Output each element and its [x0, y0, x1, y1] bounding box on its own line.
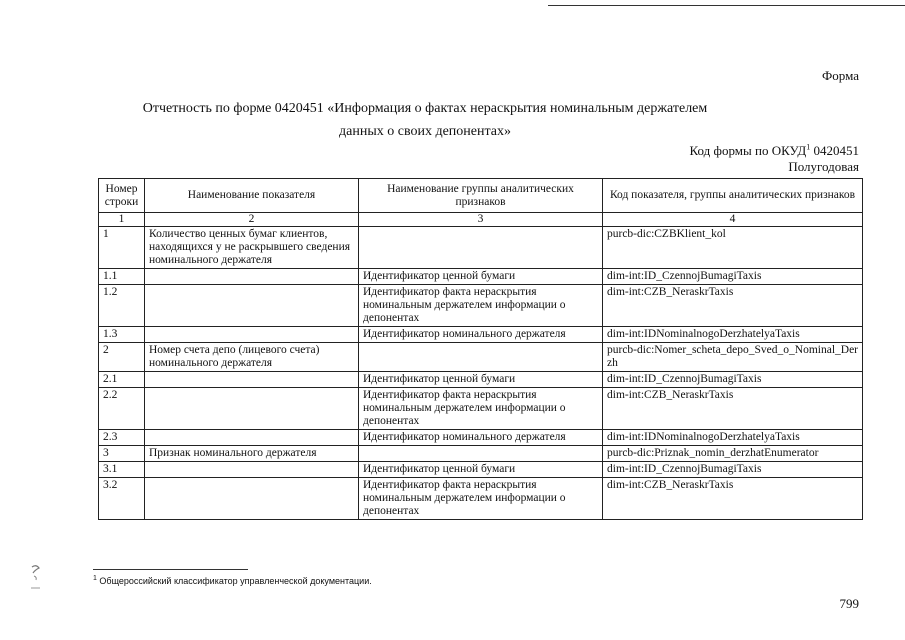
table-row [99, 327, 863, 343]
row-number: 3.2 [99, 478, 145, 520]
indicator-name [145, 269, 359, 285]
indicator-name [145, 478, 359, 520]
indicator-name: Признак номинального держателя [145, 446, 359, 462]
indicator-name [145, 327, 359, 343]
okud-code: 0420451 [813, 143, 859, 158]
table-row [99, 343, 863, 372]
column-number: 1 [99, 213, 145, 227]
row-number: 1.2 [99, 285, 145, 327]
row-number: 2 [99, 343, 145, 372]
indicator-code: dim-int:CZB_NeraskrTaxis [603, 285, 863, 327]
indicator-code: dim-int:ID_CzennojBumagiTaxis [603, 269, 863, 285]
row-number: 2.1 [99, 372, 145, 388]
row-number: 1 [99, 227, 145, 269]
table-row [99, 478, 863, 520]
indicator-name [145, 285, 359, 327]
group-name [359, 227, 603, 269]
group-name [359, 343, 603, 372]
footnote [93, 576, 372, 586]
group-name: Идентификатор ценной бумаги [359, 269, 603, 285]
table-row [99, 430, 863, 446]
column-number: 2 [145, 213, 359, 227]
table-row [99, 372, 863, 388]
header-group-name: Наименование группы аналитических признаков [359, 179, 603, 213]
table-row [99, 388, 863, 430]
okud-code-line [690, 143, 859, 159]
footnote-rule [93, 569, 248, 570]
column-number: 3 [359, 213, 603, 227]
header-row-number: Номер строки [99, 179, 145, 213]
group-name: Идентификатор факта нераскрытия номинальным держателем информации о депонентах [359, 388, 603, 430]
table-row [99, 269, 863, 285]
document-title-line-2: данных о своих депонентах» [339, 124, 511, 139]
indicator-code: dim-int:IDNominalnogoDerzhatelyaTaxis [603, 327, 863, 343]
group-name: Идентификатор номинального держателя [359, 327, 603, 343]
indicator-code: dim-int:IDNominalnogoDerzhatelyaTaxis [603, 430, 863, 446]
indicator-code: purcb-dic:CZBKlient_kol [603, 227, 863, 269]
table-header-row [99, 179, 863, 213]
indicator-name [145, 462, 359, 478]
indicator-code: dim-int:ID_CzennojBumagiTaxis [603, 462, 863, 478]
group-name: Идентификатор ценной бумаги [359, 462, 603, 478]
row-number: 1.3 [99, 327, 145, 343]
row-number: 3 [99, 446, 145, 462]
indicator-name: Количество ценных бумаг клиентов, находящихся у не раскрывшего сведения номинального держателя [145, 227, 359, 269]
indicator-name [145, 372, 359, 388]
group-name: Идентификатор факта нераскрытия номинальным держателем информации о депонентах [359, 285, 603, 327]
row-number: 3.1 [99, 462, 145, 478]
group-name: Идентификатор факта нераскрытия номинальным держателем информации о депонентах [359, 478, 603, 520]
header-code: Код показателя, группы аналитических признаков [603, 179, 863, 213]
okud-period: Полугодовая [788, 159, 859, 174]
indicator-name [145, 430, 359, 446]
table-row [99, 227, 863, 269]
margin-scan-mark [28, 563, 44, 593]
document-title-line-1: Отчетность по форме 0420451 «Информация о фактах нераскрытия номинальным держателем [142, 101, 708, 116]
row-number: 1.1 [99, 269, 145, 285]
indicator-code: dim-int:CZB_NeraskrTaxis [603, 478, 863, 520]
indicator-code: purcb-dic:Priznak_nomin_derzhatEnumerator [603, 446, 863, 462]
form-label: Форма [822, 68, 859, 83]
indicator-code: purcb-dic:Nomer_scheta_depo_Sved_o_Nominal_Derzh [603, 343, 863, 372]
indicator-code: dim-int:CZB_NeraskrTaxis [603, 388, 863, 430]
okud-block [690, 143, 859, 175]
column-number: 4 [603, 213, 863, 227]
table-row [99, 285, 863, 327]
indicator-name: Номер счета депо (лицевого счета) номинального держателя [145, 343, 359, 372]
indicators-table [98, 178, 863, 520]
group-name: Идентификатор номинального держателя [359, 430, 603, 446]
indicator-name [145, 388, 359, 430]
column-number-row [99, 213, 863, 227]
okud-footnote-ref: 1 [806, 142, 811, 152]
indicator-code: dim-int:ID_CzennojBumagiTaxis [603, 372, 863, 388]
okud-label: Код формы по ОКУД [689, 143, 807, 158]
row-number: 2.2 [99, 388, 145, 430]
group-name: Идентификатор ценной бумаги [359, 372, 603, 388]
table-row [99, 462, 863, 478]
table-row [99, 446, 863, 462]
footnote-marker: 1 [93, 575, 97, 582]
footnote-text: Общероссийский классификатор управленческой документации. [99, 576, 372, 586]
row-number: 2.3 [99, 430, 145, 446]
top-rule [548, 5, 905, 6]
header-indicator-name: Наименование показателя [145, 179, 359, 213]
page-number: 799 [839, 596, 859, 611]
group-name [359, 446, 603, 462]
